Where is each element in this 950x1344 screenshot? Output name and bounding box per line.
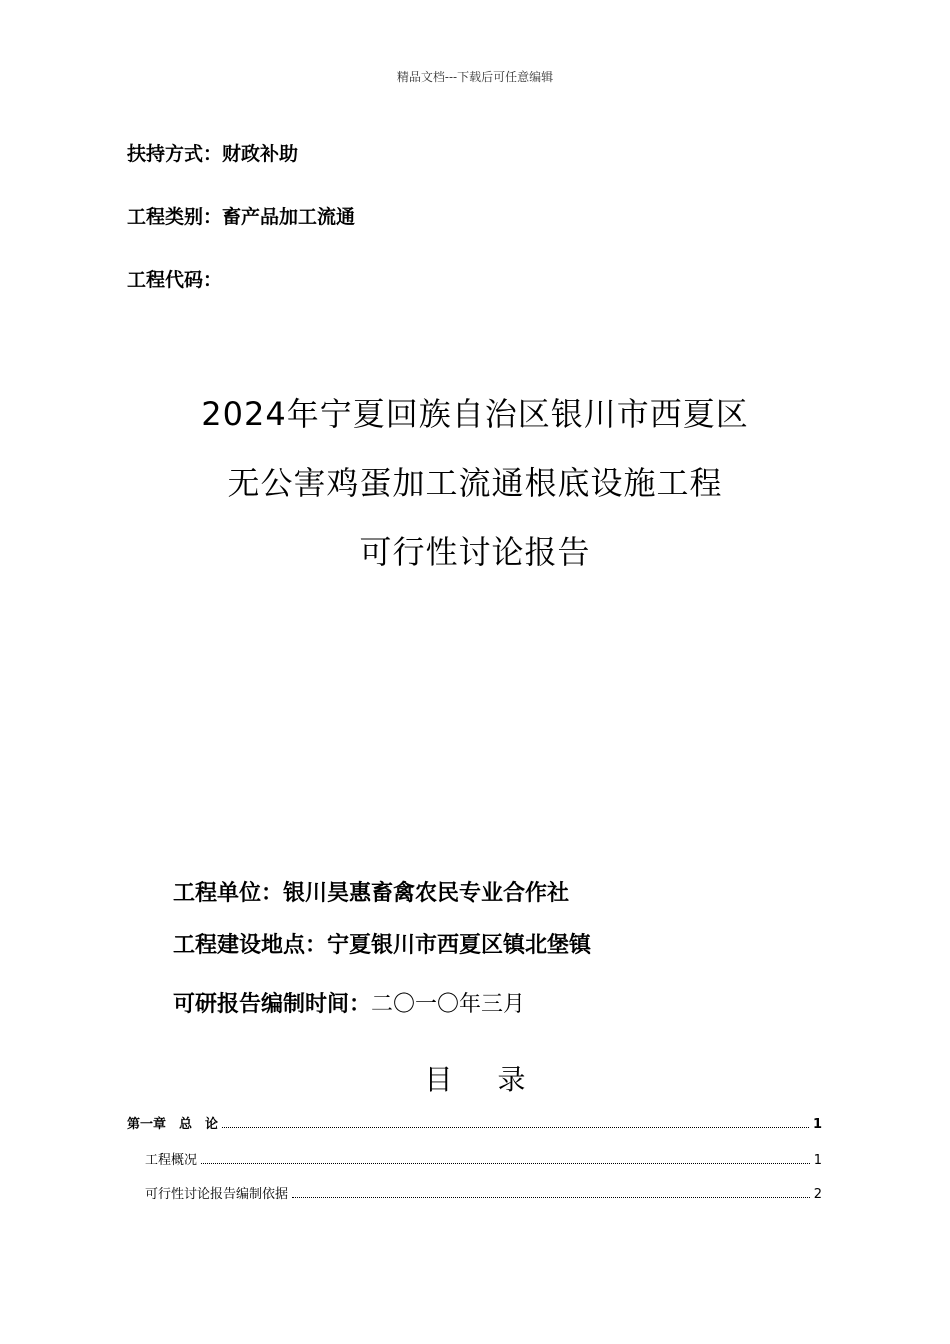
report-time-value: 二〇一〇年三月	[371, 992, 526, 1017]
toc-entry-chapter-1[interactable]	[127, 1113, 822, 1132]
report-time-line	[173, 987, 525, 1018]
toc-entry-project-overview[interactable]	[145, 1149, 822, 1168]
project-site-label: 工程建设地点：	[173, 933, 328, 958]
project-category-line	[127, 202, 355, 229]
toc-entry-page: 1	[813, 1153, 822, 1168]
toc-entry-label: 可行性讨论报告编制依据	[145, 1187, 289, 1202]
project-site-line	[173, 928, 591, 959]
support-method-line	[127, 139, 298, 166]
project-unit-value: 银川昊惠畜禽农民专业合作社	[283, 881, 570, 906]
report-title-line-2: 无公害鸡蛋加工流通根底设施工程	[227, 464, 723, 502]
project-unit-line	[173, 876, 569, 907]
project-code-line	[127, 265, 222, 292]
toc-entry-compilation-basis[interactable]	[145, 1183, 822, 1202]
support-method-label: 扶持方式：	[127, 143, 223, 165]
support-method-value: 财政补助	[222, 143, 299, 165]
project-site-value: 宁夏银川市西夏区镇北堡镇	[327, 933, 592, 958]
report-title-line-1: 2024年宁夏回族自治区银川市西夏区	[201, 395, 749, 433]
toc-title: 目 录	[424, 1063, 544, 1096]
toc-leader-dots	[292, 1196, 810, 1198]
project-category-label: 工程类别：	[127, 206, 223, 228]
project-unit-label: 工程单位：	[173, 881, 284, 906]
toc-leader-dots	[201, 1162, 810, 1164]
toc-entry-page: 1	[812, 1117, 822, 1132]
toc-entry-label: 第一章 总 论	[127, 1117, 219, 1132]
toc-entry-label: 工程概况	[145, 1153, 198, 1168]
page-header: 精品文档---下载后可任意编辑	[396, 70, 554, 84]
project-category-value: 畜产品加工流通	[222, 206, 356, 228]
report-time-label: 可研报告编制时间：	[173, 992, 372, 1017]
report-title-line-3: 可行性讨论报告	[359, 533, 591, 571]
project-code-label: 工程代码：	[127, 269, 223, 291]
toc-leader-dots	[222, 1126, 809, 1128]
toc-entry-page: 2	[813, 1187, 822, 1202]
